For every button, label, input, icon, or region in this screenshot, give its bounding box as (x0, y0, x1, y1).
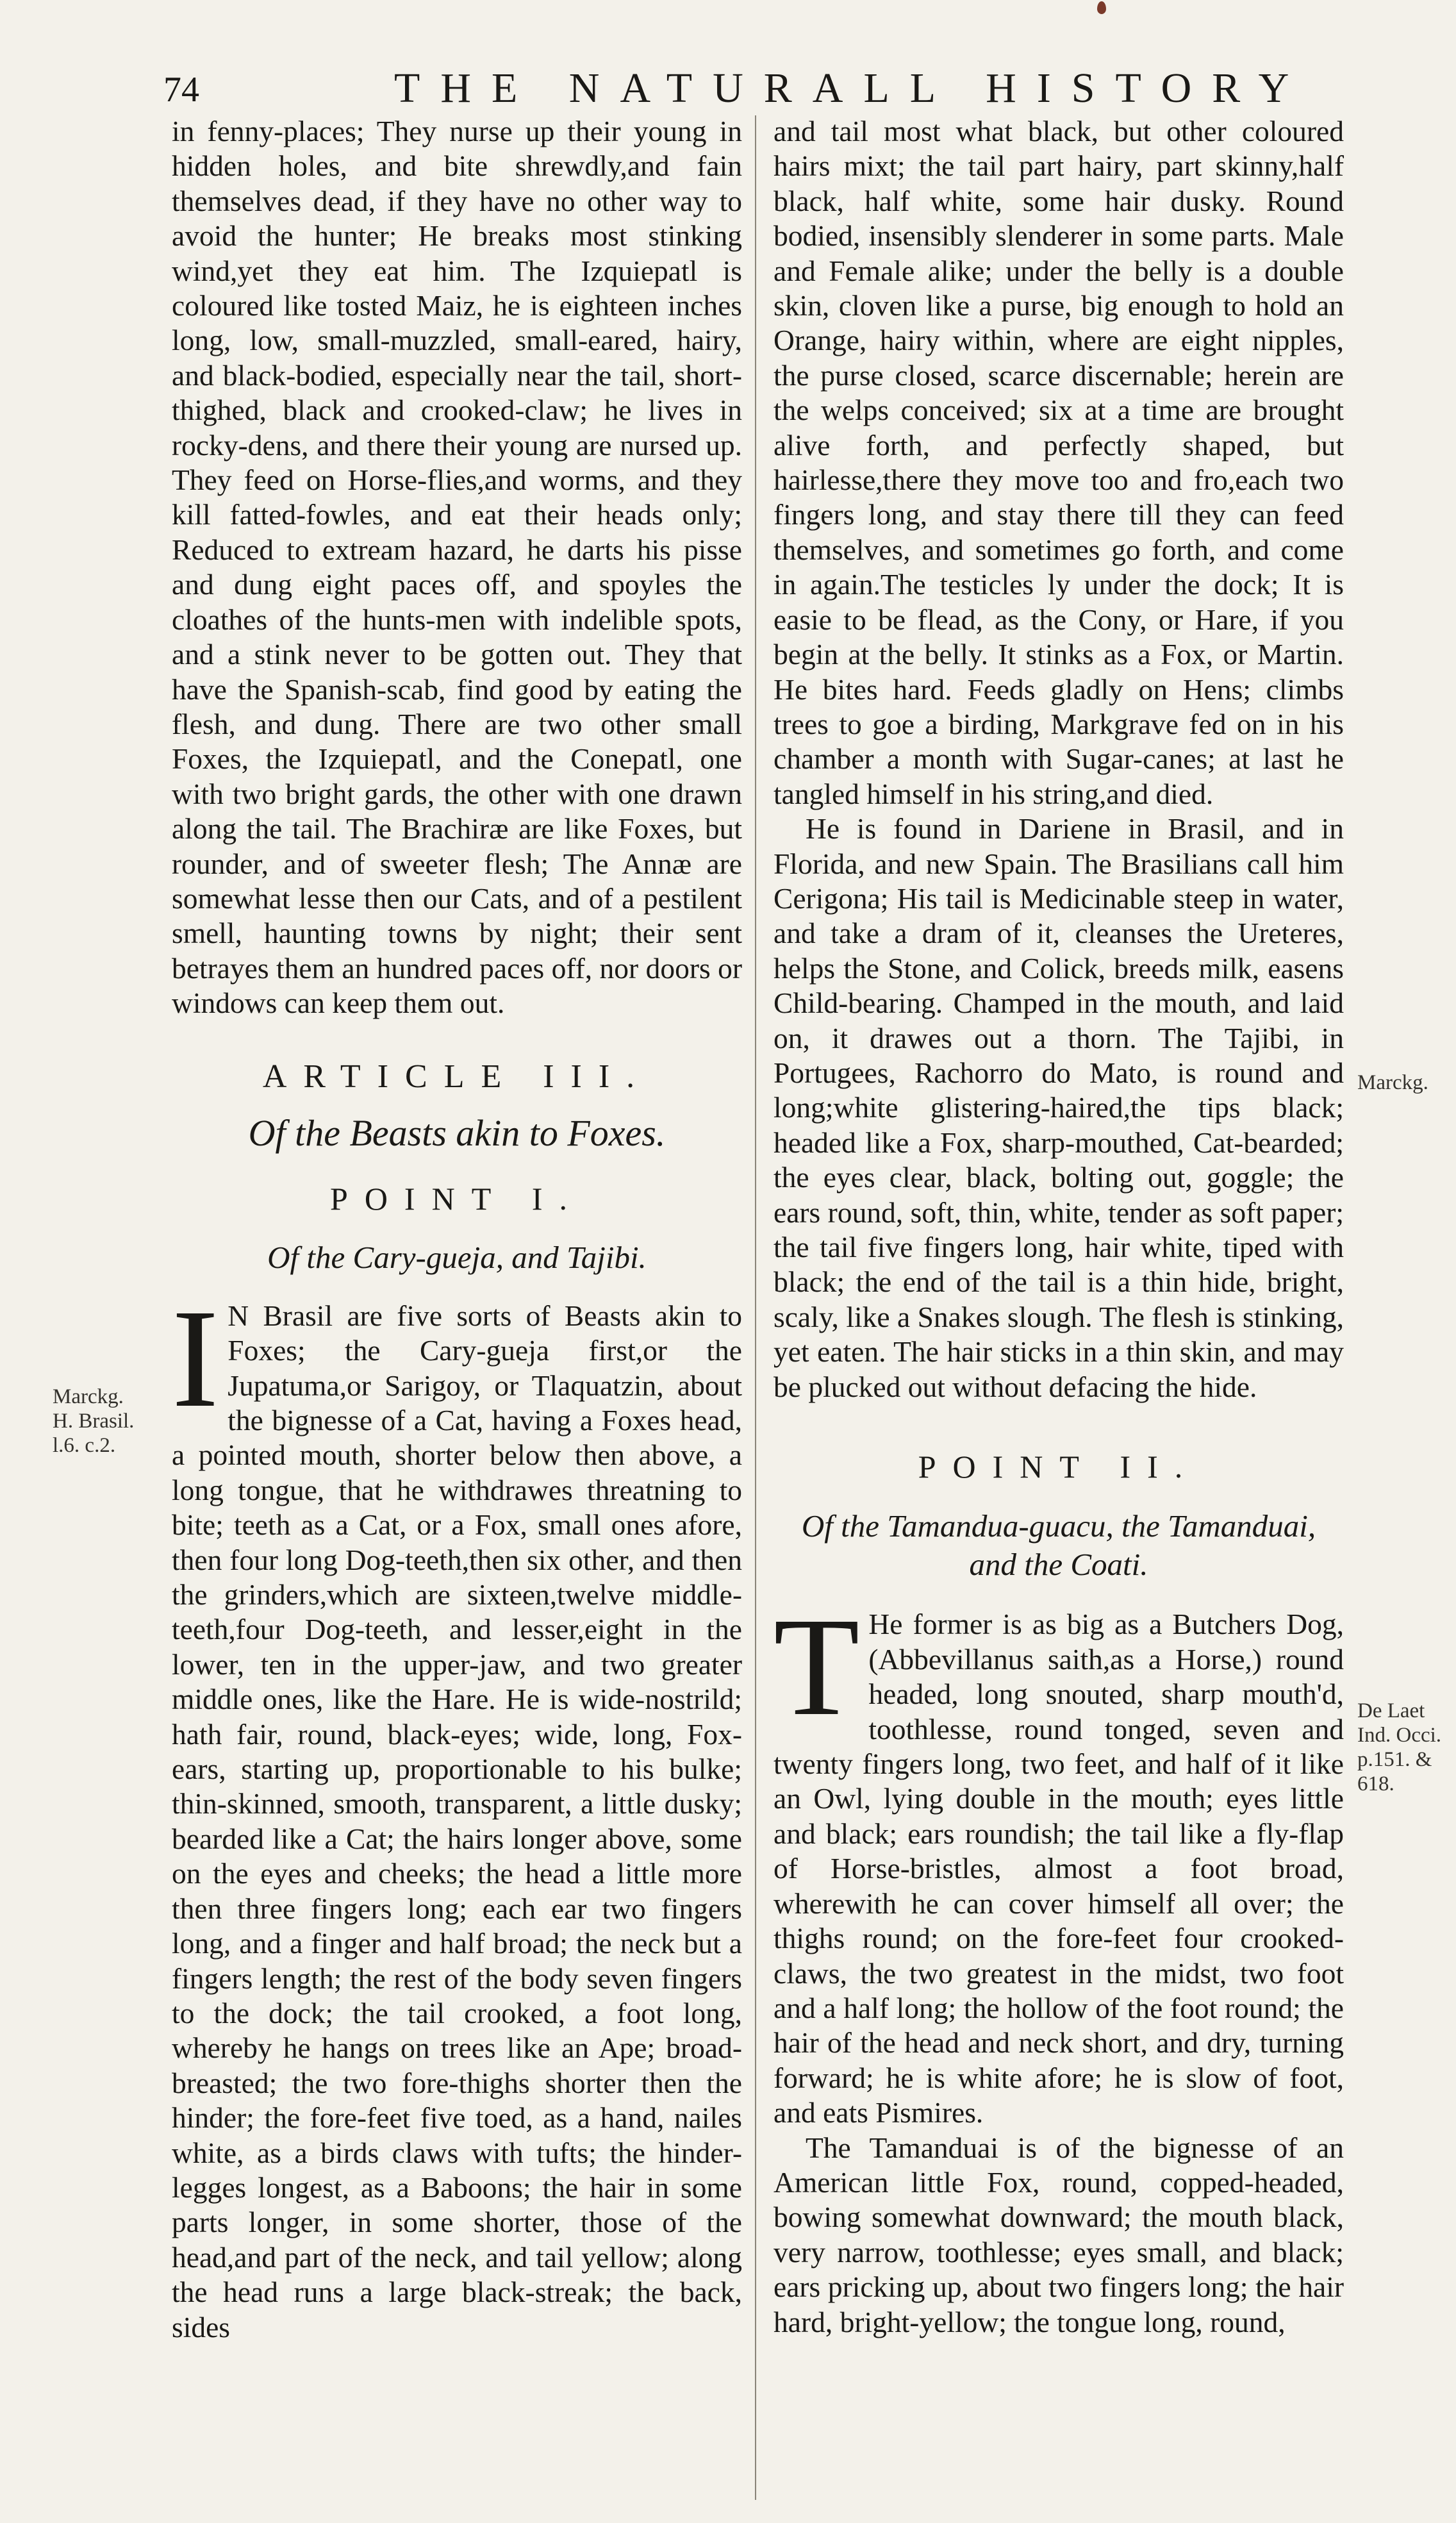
point-heading-1: POINT I. (330, 1181, 584, 1217)
margin-note-line: De Laet (1357, 1699, 1425, 1722)
right-paragraph-3-text: He former is as big as a Butchers Dog, (Abbevillanus saith,as a Horse,) round headed, long snouted, sharp mouth'd, toothlesse, round tonged, seven and twenty fingers long, two feet, and half of it like an Owl, lying double in the mouth; eyes little and black; ears roundish; the tail like a fly-flap of Horse-bristles, almost a foot broad, wherewith he can cover himself all over; the thighs round; on the fore-feet four crooked-claws, the two greatest in the midst, two foot and a half long; the hollow of the foot round; the hair of the head and neck short, and dry, turning forward; he is white afore; he is slow of foot, and eats Pismires. (774, 1608, 1344, 2129)
point-title-1: Of the Cary-gueja, and Tajibi. (267, 1239, 647, 1275)
left-paragraph-1: in fenny-places; They nurse up their young in hidden holes, and bite shrewdly,and fain themselves dead, if they have no other way to avoid the hunter; He breaks most stinking wind,yet they eat him. The Izquiepatl is coloured like tosted Maiz, he is eighteen inches long, low, small-muzzled, small-eared, hairy, and black-bodied, especially near the tail, short-thighed, black and crooked-claw; he lives in rocky-dens, and there their young are nursed up. They feed on Horse-flies,and worms, and they kill fatted-fowles, and eat their heads only; Reduced to extream hazard, he darts his pisse and dung eight paces off, and spoyles the cloathes of the hunts-men with indelible spots, and a stink never to be gotten out. They that have the Spanish-scab, find good by eating the flesh, and dung. There are two other small Foxes, the Izquiepatl, and the Conepatl, one with two bright gards, the other with one drawn along the tail. The Brachiræ are like Foxes, but rounder, and of sweeter flesh; The Annæ are somewhat lesse then our Cats, and of a pestilent smell, haunting towns by night; their sent betrayes them an hundred paces off, nor doors or windows can keep them out. (172, 115, 742, 1020)
margin-note-right-1 (1357, 1070, 1428, 1095)
margin-note-line: 618. (1357, 1772, 1394, 1795)
drop-cap-t: T (774, 1588, 860, 1745)
margin-note-left (53, 1385, 134, 1458)
drop-cap-i: I (172, 1279, 219, 1436)
margin-note-line: Ind. Occi. (1357, 1724, 1442, 1747)
margin-note-line: Marckg. (1357, 1071, 1428, 1094)
point-title-2-line1: Of the Tamandua-guacu, the Tamanduai, (801, 1508, 1316, 1544)
point-heading-2: POINT II. (918, 1449, 1200, 1485)
column-divider (755, 115, 756, 2500)
point-title-2-line2: and the Coati. (969, 1547, 1148, 1583)
right-paragraph-2: He is found in Dariene in Brasil, and in Florida, and new Spain. The Brasilians call him Cerigona; His tail is Medicinable steep in water, and take a dram of it, cleanses the Ureteres, helps the Stone, and Colick, breeds milk, easens Child-bearing. Champed in the mouth, and laid on, it drawes out a thorn. The Tajibi, in Portugees, Rachorro do Mato, is round and long;white glistering-haired,the tips black; headed like a Fox, sharp-mouthed, Cat-bearded; the eyes clear, black, bolting out, goggle; the ears round, soft, thin, white, tender as soft paper; the tail five fingers long, hair white, tiped with black; the end of the tail is a thin hide, bright, scaly, like a Snakes slough. The flesh is stinking, yet eaten. The hair sticks in a thin skin, and may be plucked out without defacing the hide. (774, 812, 1344, 1403)
margin-note-line: H. Brasil. (53, 1410, 135, 1433)
running-title: THE NATURALL HISTORY (394, 65, 1310, 112)
right-paragraph-4: The Tamanduai is of the bignesse of an American little Fox, round, copped-headed, bowing somewhat downward; the mouth black, very narrow, toothlesse; eyes small, and black; ears pricking up, about two fingers long; the hair hard, bright-yellow; the tongue long, round, (774, 2131, 1344, 2338)
page-number: 74 (163, 70, 199, 110)
running-header (163, 64, 1381, 112)
right-paragraph-1: and tail most what black, but other coloured hairs mixt; the tail part hairy, part skinny,half black, half white, some hair dusky. Round bodied, insensibly slenderer in some parts. Male and Female alike; under the belly is a double skin, cloven like a purse, big enough to hold an Orange, hairy within, where are eight nipples, the purse closed, scarce discernable; herein are the welps conceived; six at a time are brought alive forth, and perfectly shaped, but hairlesse,there they move too and fro,each two fingers long, and stay there till they can feed themselves, and sometimes go forth, and come in again.The testicles ly under the dock; It is easie to be flead, as the Cony, or Hare, if you begin at the belly. It stinks as a Fox, or Martin. He bites hard. Feeds gladly on Hens; climbs trees to goe a birding, Markgrave fed on in his chamber a month with Sugar-canes; at last he tangled himself in his string,and died. (774, 115, 1344, 810)
margin-note-right-2 (1357, 1699, 1453, 1796)
article-title: Of the Beasts akin to Foxes. (248, 1112, 666, 1154)
margin-note-line: l.6. c.2. (53, 1434, 116, 1457)
ink-mark (1097, 1, 1106, 14)
margin-note-line: p.151. & (1357, 1748, 1432, 1771)
right-column (774, 114, 1344, 2340)
right-paragraph-3 (774, 1588, 1344, 2130)
article-heading: ARTICLE III. (262, 1058, 652, 1095)
left-column (172, 114, 742, 2345)
margin-note-line: Marckg. (53, 1385, 124, 1408)
left-paragraph-2 (172, 1279, 742, 2345)
left-paragraph-2-text: N Brasil are five sorts of Beasts akin to Foxes; the Cary-gueja first,or the Jupatuma,or Sarigoy, or Tlaquatzin, about the bignesse of a Cat, having a Foxes head, a pointed mouth, shorter below then above, a long tongue, that he withdrawes threatning to bite; teeth as a Cat, or a Fox, small ones afore, then four long Dog-teeth,then six other, and then the grinders,which are sixteen,twelve middle-teeth,four Dog-teeth, and lesser,eight in the lower, ten in the upper-jaw, and two greater middle ones, like the Hare. He is wide-nostrild; hath fair, round, black-eyes; wide, long, Fox-ears, starting up, proportionable to his bulke; thin-skinned, smooth, transparent, a little dusky; bearded like a Cat; the hairs longer above, some on the eyes and cheeks; the head a little more then three fingers long; each ear two fingers long, and a finger and half broad; the neck but a fingers length; the rest of the body seven fingers to the dock; the tail crooked, a foot long, whereby he hangs on trees like an Ape; broad-breasted; the two fore-thighs shorter then the hinder; the fore-feet five toed, as a hand, nailes white, as a birds claws with tufts; the hinder-legges longest, as a Baboons; the hair in some parts longer, in some shorter, those of the head,and part of the neck, and tail yellow; along the head runs a large black-streak; the back, sides (172, 1299, 742, 2344)
